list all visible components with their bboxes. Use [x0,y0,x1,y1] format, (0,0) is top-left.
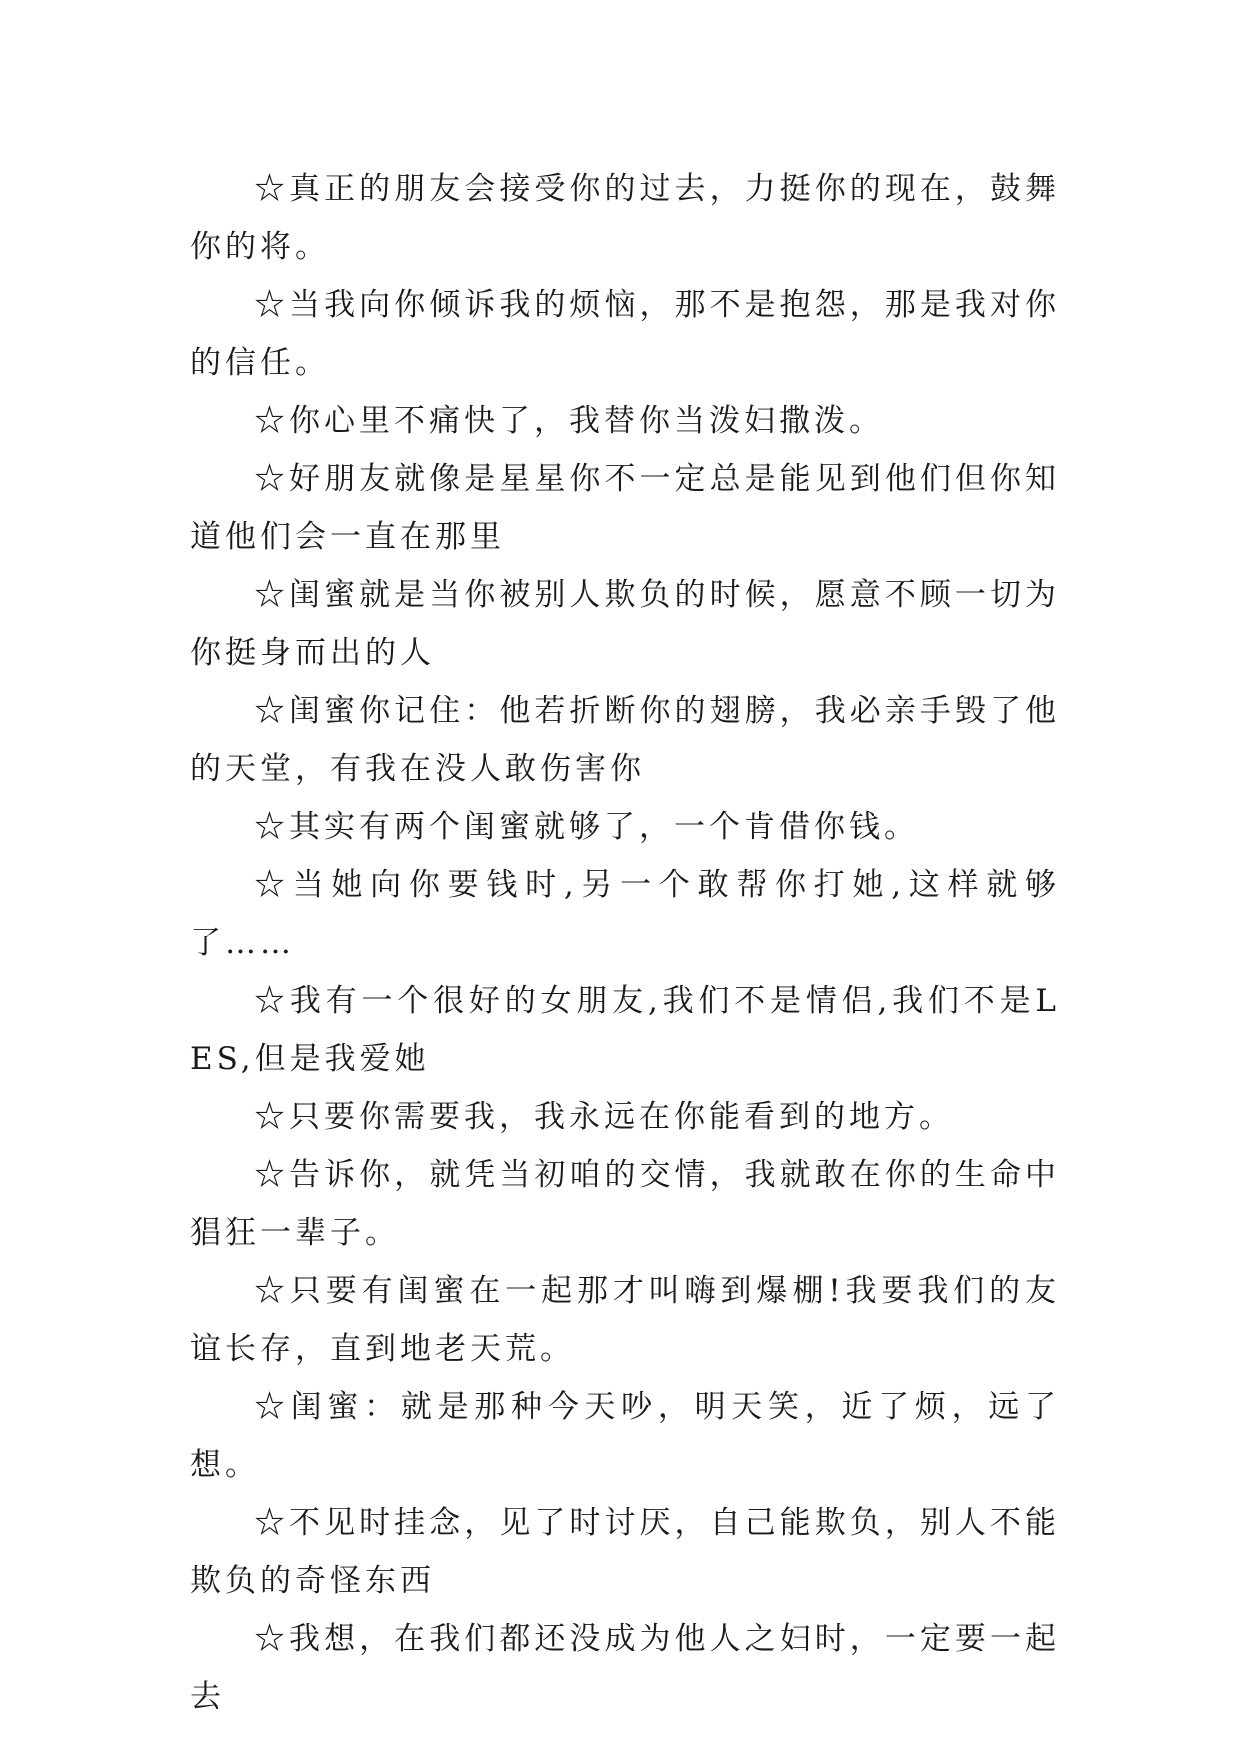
paragraph: ☆当我向你倾诉我的烦恼，那不是抱怨，那是我对你的信任。 [190,287,1060,381]
document-body [190,160,1060,1726]
paragraph: ☆只要你需要我，我永远在你能看到的地方。 [254,1099,954,1135]
paragraph: ☆我想，在我们都还没成为他人之妇时，一定要一起去 [190,1621,1060,1715]
paragraph: ☆当她向你要钱时,另一个敢帮你打她,这样就够了…… [190,867,1060,961]
paragraph: ☆好朋友就像是星星你不一定总是能见到他们但你知道他们会一直在那里 [190,461,1060,555]
paragraph: ☆告诉你，就凭当初咱的交情，我就敢在你的生命中猖狂一辈子。 [190,1157,1060,1251]
paragraph: ☆闺蜜：就是那种今天吵，明天笑，近了烦，远了想。 [190,1389,1060,1483]
paragraph: ☆闺蜜你记住：他若折断你的翅膀，我必亲手毁了他的天堂，有我在没人敢伤害你 [190,693,1060,787]
paragraph: ☆不见时挂念，见了时讨厌，自己能欺负，别人不能欺负的奇怪东西 [190,1505,1060,1599]
paragraph: ☆只要有闺蜜在一起那才叫嗨到爆棚!我要我们的友谊长存，直到地老天荒。 [190,1273,1060,1367]
paragraph: ☆闺蜜就是当你被别人欺负的时候，愿意不顾一切为你挺身而出的人 [190,577,1060,671]
paragraph: ☆真正的朋友会接受你的过去，力挺你的现在，鼓舞你的将。 [190,171,1060,265]
paragraph: ☆你心里不痛快了，我替你当泼妇撒泼。 [254,403,884,439]
paragraph: ☆我有一个很好的女朋友,我们不是情侣,我们不是LES,但是我爱她 [190,983,1060,1077]
paragraph: ☆其实有两个闺蜜就够了，一个肯借你钱。 [254,809,919,845]
